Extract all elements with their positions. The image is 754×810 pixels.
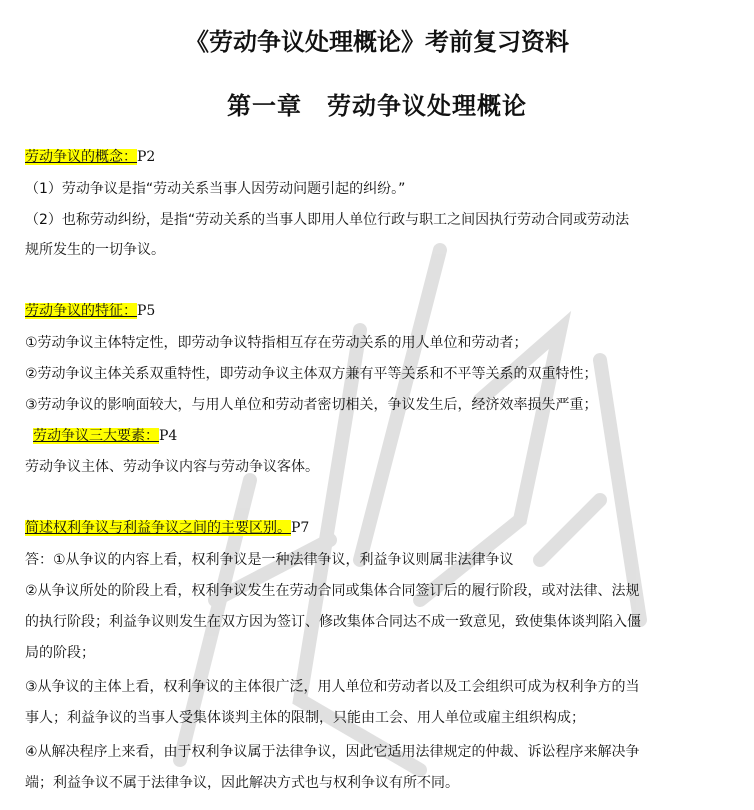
paragraph-line: ③从争议的主体上看，权利争议的主体很广泛，用人单位和劳动者以及工会组织可成为权利争方的当	[25, 679, 640, 695]
paragraph-line: 劳动争议主体、劳动争议内容与劳动争议客体。	[25, 459, 319, 475]
paragraph-line: ②劳动争议主体关系双重特性，即劳动争议主体双方兼有平等关系和不平等关系的双重特性；	[25, 366, 598, 382]
paragraph-line: （2）也称劳动纠纷，是指“劳动关系的当事人即用人单位行政与职工之间因执行劳动合同或劳动法	[25, 212, 630, 228]
page-ref: P7	[291, 520, 310, 536]
paragraph-line: 事人；利益争议的当事人受集体谈判主体的限制，只能由工会、用人单位或雇主组织构成；	[25, 710, 585, 726]
paragraph-line: 端；利益争议不属于法律争议，因此解决方式也与权利争议有所不同。	[25, 775, 459, 791]
paragraph-line: 的执行阶段；利益争议则发生在双方因为签订、修改集体合同达不成一致意见，致使集体谈判陷入僵	[25, 614, 641, 630]
paragraph-line: ②从争议所处的阶段上看，权利争议发生在劳动合同或集体合同签订后的履行阶段，或对法律、法规	[25, 583, 640, 599]
section-heading-concept	[25, 147, 155, 167]
heading-text: 简述权利争议与利益争议之间的主要区别。	[25, 520, 291, 536]
paragraph-line: ①劳动争议主体特定性，即劳动争议特指相互存在劳动关系的用人单位和劳动者；	[25, 335, 528, 351]
paragraph-line: ③劳动争议的影响面较大，与用人单位和劳动者密切相关，争议发生后，经济效率损失严重；	[25, 397, 598, 413]
heading-text: 劳动争议的特征：	[25, 303, 137, 319]
section-heading-elements	[33, 426, 177, 446]
paragraph-line: 规所发生的一切争议。	[25, 242, 165, 258]
chapter-title: 第一章 劳动争议处理概论	[227, 92, 527, 120]
section-heading-features	[25, 301, 155, 321]
paragraph-line: 答：①从争议的内容上看，权利争议是一种法律争议，利益争议则属非法律争议	[25, 552, 514, 568]
page-ref: P2	[137, 149, 156, 165]
page-ref: P4	[159, 428, 178, 444]
paragraph-line: 局的阶段；	[25, 645, 95, 661]
section-heading-difference	[25, 518, 309, 538]
paragraph-line: ④从解决程序上来看，由于权利争议属于法律争议，因此它适用法律规定的仲裁、诉讼程序来解决争	[25, 744, 640, 760]
page-ref: P5	[137, 303, 156, 319]
heading-text: 劳动争议的概念：	[25, 149, 137, 165]
heading-text: 劳动争议三大要素：	[33, 428, 159, 444]
paragraph-line: （1）劳动争议是指“劳动关系当事人因劳动问题引起的纠纷。”	[25, 181, 406, 197]
document-title: 《劳动争议处理概论》考前复习资料	[185, 28, 569, 56]
